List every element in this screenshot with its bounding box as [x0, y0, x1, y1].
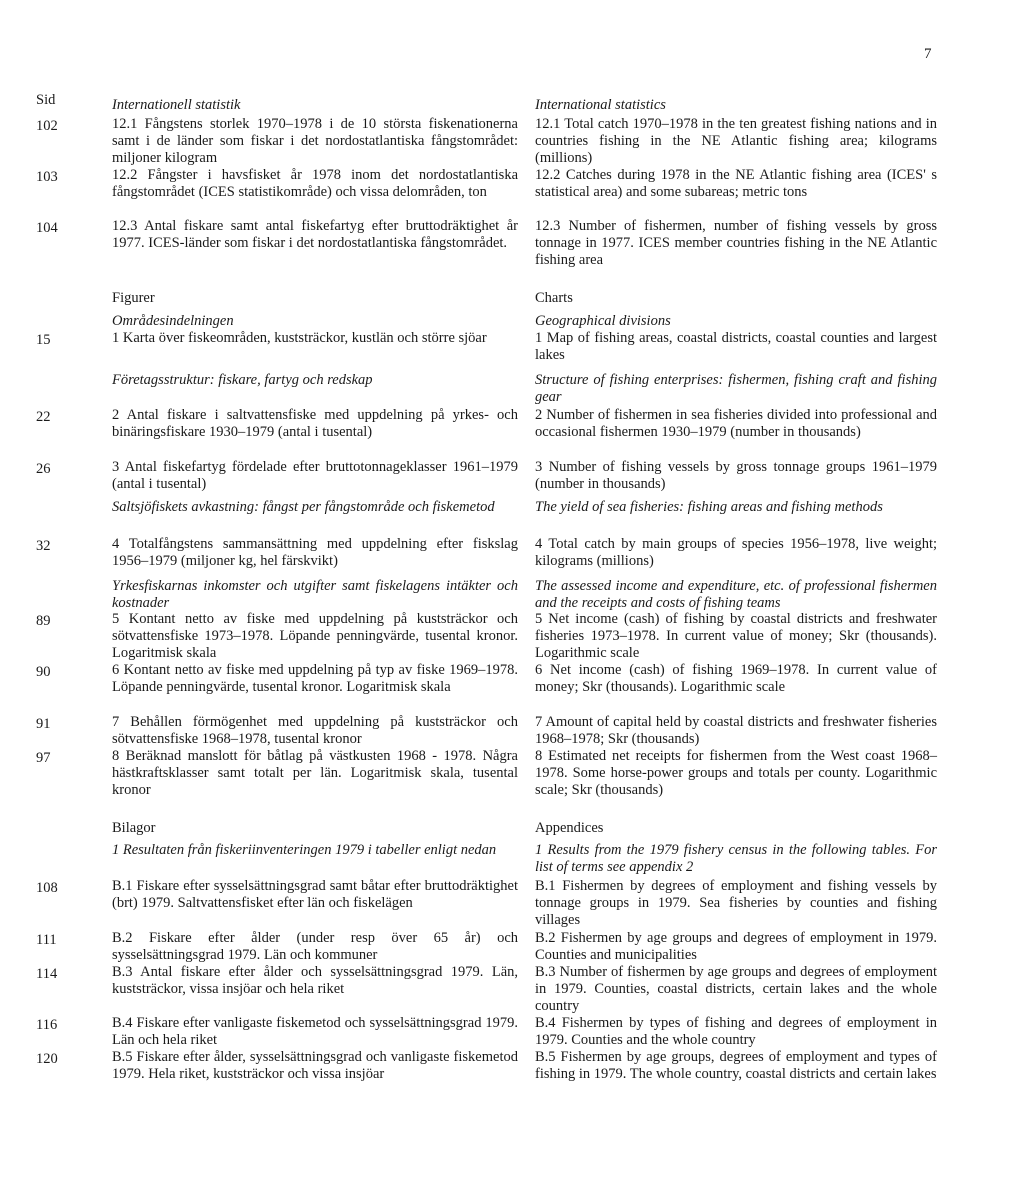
- subheading-sv: Områdesindelningen: [112, 313, 234, 329]
- entry-sv: B.1 Fiskare efter sysselsättningsgrad samt båtar efter bruttodräktighet (brt) 1979. Saltvattensfisket efter län och fiskelägen: [112, 878, 518, 911]
- entry-sv: 7 Behållen förmögenhet med uppdelning på kuststräckor och sötvattensfiske 1968–1978, tusental kronor: [112, 714, 518, 747]
- entry-sv: 5 Kontant netto av fiske med uppdelning på kuststräckor och sötvattensfiske 1973–1978. Löpande penningvärde, tusental kronor. Logaritmisk skala: [112, 611, 518, 661]
- page-ref: 116: [36, 1017, 58, 1033]
- page-ref: 97: [36, 750, 51, 766]
- subheading-en: The assessed income and expenditure, etc. of professional fishermen and the receipts and costs of fishing teams: [535, 578, 937, 611]
- entry-en: 12.3 Number of fishermen, number of fishing vessels by gross tonnage in 1977. ICES member countries fishing in the NE Atlantic fishing area: [535, 218, 937, 268]
- page-ref: 103: [36, 169, 58, 185]
- page-ref: 22: [36, 409, 51, 425]
- page-number: 7: [924, 46, 932, 62]
- entry-sv: 1 Karta över fiskeområden, kuststräckor, kustlän och större sjöar: [112, 330, 487, 346]
- subheading-en: 1 Results from the 1979 fishery census in the following tables. For list of terms see appendix 2: [535, 842, 937, 875]
- page-ref: 32: [36, 538, 51, 554]
- entry-en: 8 Estimated net receipts for fishermen from the West coast 1968–1978. Some horse-power groups and totals per county. Logarithmic scale; Skr (thousands): [535, 748, 937, 798]
- subheading-sv: Företagsstruktur: fiskare, fartyg och redskap: [112, 372, 373, 388]
- page-ref: 114: [36, 966, 58, 982]
- entry-en: 1 Map of fishing areas, coastal districts, coastal counties and largest lakes: [535, 330, 937, 363]
- subheading-sv: Internationell statistik: [112, 97, 241, 113]
- section-heading-en: Appendices: [535, 820, 604, 836]
- page-ref: 26: [36, 461, 51, 477]
- entry-sv: B.3 Antal fiskare efter ålder och sysselsättningsgrad 1979. Län, kuststräckor, vissa insjöar och hela riket: [112, 964, 518, 997]
- entry-en: 7 Amount of capital held by coastal districts and freshwater fisheries 1968–1978; Skr (thousands): [535, 714, 937, 747]
- entry-sv: 8 Beräknad manslott för båtlag på västkusten 1968 - 1978. Några hästkraftsklasser samt totalt per län. Logaritmisk skala, tusental kronor: [112, 748, 518, 798]
- entry-sv: 2 Antal fiskare i saltvattensfiske med uppdelning på yrkes- och binäringsfiskare 1930–1979 (antal i tusental): [112, 407, 518, 440]
- entry-en: B.2 Fishermen by age groups and degrees of employment in 1979. Counties and municipalities: [535, 930, 937, 963]
- entry-sv: 12.3 Antal fiskare samt antal fiskefartyg efter bruttodräktighet år 1977. ICES-länder som fiskar i det nordostatlantiska fångstområdet.: [112, 218, 518, 251]
- subheading-sv: Yrkesfiskarnas inkomster och utgifter samt fiskelagens intäkter och kostnader: [112, 578, 518, 611]
- page-ref: 15: [36, 332, 51, 348]
- page-ref: 89: [36, 613, 51, 629]
- section-heading-en: Charts: [535, 290, 573, 306]
- subheading-sv: Saltsjöfiskets avkastning: fångst per fångstområde och fiskemetod: [112, 499, 495, 515]
- page-ref: 91: [36, 716, 51, 732]
- section-heading-sv: Figurer: [112, 290, 155, 306]
- page-ref: 111: [36, 932, 57, 948]
- entry-en: B.3 Number of fishermen by age groups and degrees of employment in 1979. Counties, coastal districts, certain lakes and the whole country: [535, 964, 937, 1014]
- subheading-en: Geographical divisions: [535, 313, 671, 329]
- entry-sv: B.5 Fiskare efter ålder, sysselsättningsgrad och vanligaste fiskemetod 1979. Hela riket, kuststräckor och vissa insjöar: [112, 1049, 518, 1082]
- entry-en: 12.2 Catches during 1978 in the NE Atlantic fishing area (ICES' s statistical area) and some subareas; metric tons: [535, 167, 937, 200]
- entry-sv: 3 Antal fiskefartyg fördelade efter bruttotonnageklasser 1961–1979 (antal i tusental): [112, 459, 518, 492]
- entry-sv: B.4 Fiskare efter vanligaste fiskemetod och sysselsättningsgrad 1979. Län och hela riket: [112, 1015, 518, 1048]
- entry-en: 2 Number of fishermen in sea fisheries divided into professional and occasional fishermen 1930–1979 (number in thousands): [535, 407, 937, 440]
- entry-en: 3 Number of fishing vessels by gross tonnage groups 1961–1979 (number in thousands): [535, 459, 937, 492]
- entry-sv: 12.1 Fångstens storlek 1970–1978 i de 10 största fiskenationerna samt i de länder som fiskar i det nordostatlantiska fångstområdet: miljoner kilogram: [112, 116, 518, 166]
- section-heading-sv: Bilagor: [112, 820, 156, 836]
- entry-en: 4 Total catch by main groups of species 1956–1978, live weight; kilograms (millions): [535, 536, 937, 569]
- subheading-en: International statistics: [535, 97, 666, 113]
- subheading-en: Structure of fishing enterprises: fishermen, fishing craft and fishing gear: [535, 372, 937, 405]
- entry-sv: 6 Kontant netto av fiske med uppdelning på typ av fiske 1969–1978. Löpande penningvärde, tusental kronor. Logaritmisk skala: [112, 662, 518, 695]
- entry-en: 12.1 Total catch 1970–1978 in the ten greatest fishing nations and in countries fishing in the NE Atlantic fishing area; kilograms (millions): [535, 116, 937, 166]
- sid-header: Sid: [36, 92, 56, 108]
- entry-en: B.4 Fishermen by types of fishing and degrees of employment in 1979. Counties and the whole country: [535, 1015, 937, 1048]
- entry-en: B.5 Fishermen by age groups, degrees of employment and types of fishing in 1979. The whole country, coastal districts and certain lakes: [535, 1049, 937, 1082]
- entry-sv: B.2 Fiskare efter ålder (under resp över 65 år) och sysselsättningsgrad 1979. Län och kommuner: [112, 930, 518, 963]
- entry-en: B.1 Fishermen by degrees of employment and fishing vessels by tonnage groups in 1979. Sea fisheries by counties and fishing villages: [535, 878, 937, 928]
- entry-en: 6 Net income (cash) of fishing 1969–1978. In current value of money; Skr (thousands). Logarithmic scale: [535, 662, 937, 695]
- page-ref: 120: [36, 1051, 58, 1067]
- page-ref: 102: [36, 118, 58, 134]
- entry-sv: 12.2 Fångster i havsfisket år 1978 inom det nordostatlantiska fångstområdet (ICES statistikområde) och vissa delområden, ton: [112, 167, 518, 200]
- entry-sv: 4 Totalfångstens sammansättning med uppdelning efter fiskslag 1956–1979 (miljoner kg, hel färskvikt): [112, 536, 518, 569]
- subheading-sv: 1 Resultaten från fiskeriinventeringen 1979 i tabeller enligt nedan: [112, 842, 497, 858]
- page-ref: 90: [36, 664, 51, 680]
- subheading-en: The yield of sea fisheries: fishing areas and fishing methods: [535, 499, 883, 515]
- page-ref: 104: [36, 220, 58, 236]
- entry-en: 5 Net income (cash) of fishing by coastal districts and freshwater fisheries 1973–1978. In current value of money; Skr (thousands). Logarithmic scale: [535, 611, 937, 661]
- page-ref: 108: [36, 880, 58, 896]
